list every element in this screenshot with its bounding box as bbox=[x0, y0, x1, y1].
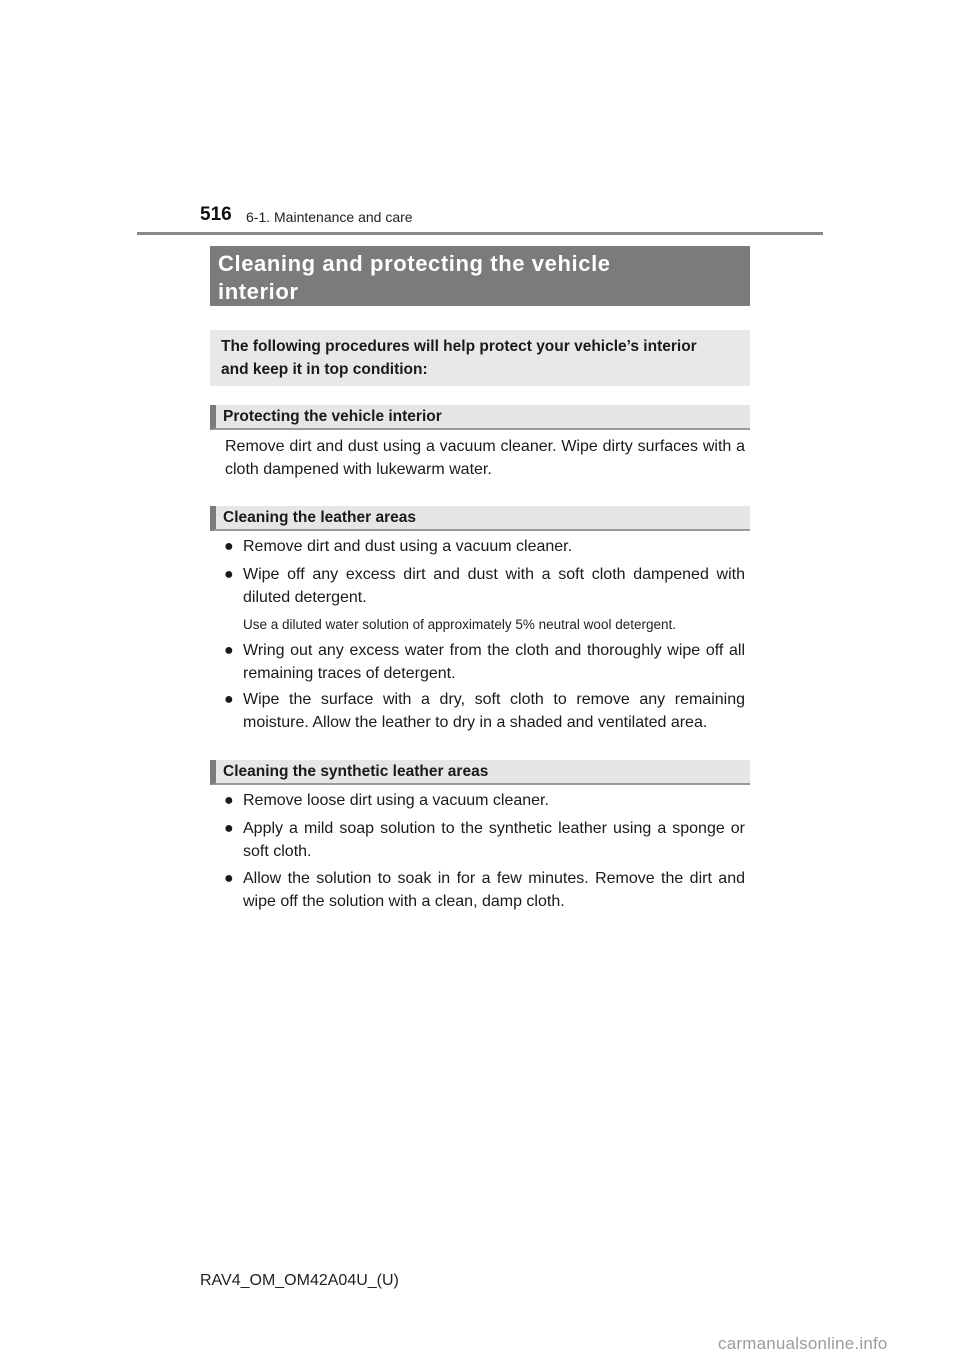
header-divider bbox=[137, 232, 823, 235]
list-item bbox=[224, 564, 745, 609]
list-item bbox=[224, 818, 745, 863]
list-item-text: Allow the solution to soak in for a few minutes. Remove the dirt and wipe off the solution with a clean, damp cloth. bbox=[243, 870, 745, 910]
bullet-icon: ● bbox=[224, 691, 234, 708]
bullet-icon: ● bbox=[224, 870, 234, 887]
list-item bbox=[224, 790, 745, 813]
section-heading-protecting: Protecting the vehicle interior bbox=[210, 405, 750, 430]
intro-line-1: The following procedures will help protect your vehicle’s interior bbox=[221, 338, 697, 355]
bullet-icon: ● bbox=[224, 538, 234, 555]
document-code: RAV4_OM_OM42A04U_(U) bbox=[200, 1272, 399, 1289]
section-heading-synthetic-leather: Cleaning the synthetic leather areas bbox=[210, 760, 750, 785]
list-item-text: Remove loose dirt using a vacuum cleaner. bbox=[243, 792, 549, 809]
intro-box bbox=[210, 330, 750, 386]
section-reference: 6-1. Maintenance and care bbox=[246, 209, 413, 225]
list-item-text: Wipe off any excess dirt and dust with a soft cloth dampened with diluted detergent. bbox=[243, 566, 745, 606]
list-item-text: Wipe the surface with a dry, soft cloth to remove any remaining moisture. Allow the leather to dry in a shaded and ventilated area. bbox=[243, 691, 745, 731]
bullet-icon: ● bbox=[224, 792, 234, 809]
list-item bbox=[224, 536, 745, 559]
list-item bbox=[224, 640, 745, 685]
list-item-text: Wring out any excess water from the cloth and thoroughly wipe off all remaining traces of detergent. bbox=[243, 642, 745, 682]
page-title-line-1: Cleaning and protecting the vehicle bbox=[218, 251, 611, 276]
intro-line-2: and keep it in top condition: bbox=[221, 361, 428, 378]
list-item-text: Remove dirt and dust using a vacuum cleaner. bbox=[243, 538, 573, 555]
list-item-text: Apply a mild soap solution to the synthetic leather using a sponge or soft cloth. bbox=[243, 820, 745, 860]
bullet-icon: ● bbox=[224, 566, 234, 583]
section-heading-leather: Cleaning the leather areas bbox=[210, 506, 750, 531]
watermark: carmanualsonline.info bbox=[718, 1334, 888, 1353]
page-title-banner bbox=[210, 246, 750, 306]
bullet-icon: ● bbox=[224, 642, 234, 659]
bullet-icon: ● bbox=[224, 820, 234, 837]
list-item bbox=[224, 868, 745, 913]
list-item bbox=[224, 689, 745, 734]
detergent-note: Use a diluted water solution of approximately 5% neutral wool detergent. bbox=[243, 617, 676, 632]
section-paragraph-protecting: Remove dirt and dust using a vacuum cleaner. Wipe dirty surfaces with a cloth dampened with lukewarm water. bbox=[225, 438, 745, 478]
page-title-line-2: interior bbox=[218, 279, 299, 304]
page-number: 516 bbox=[200, 204, 232, 225]
